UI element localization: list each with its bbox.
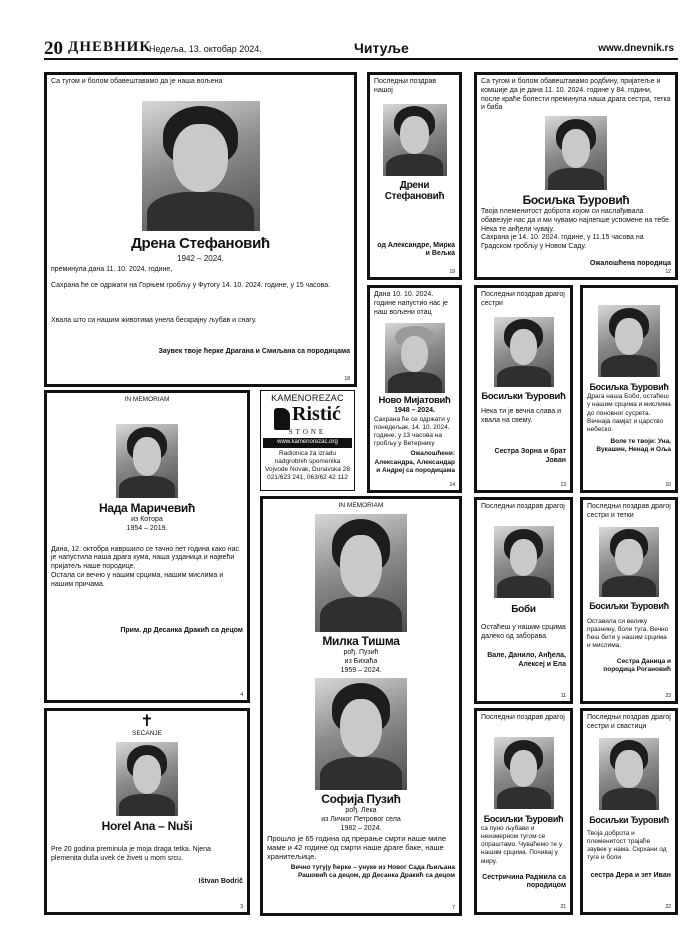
kamenorezac-advertisement [260,390,355,491]
obituary-text: Прошло је 65 година од прерање смрти наше миле маме и 42 године од смрти наше драге баке, наше хранитељице. [267,833,447,862]
obituary-signature: Сестра Зорна и брат Јован [494,447,566,464]
farewell-bosiljka-rogan [580,497,678,704]
page-header [44,36,678,60]
obituary-intro: Последњи поздрав драгој [481,503,565,510]
ad-brand: Ristić [292,403,341,426]
obituary-signature: Заувек твоје ћерке Драгана и Смиљана са породицама [158,347,350,355]
obituary-signature: сестра Дера и зет Иван [590,872,671,880]
portrait-photo [315,514,407,632]
ad-title: KAMENOREZAC [271,393,344,403]
deceased-years: 1954 – 2019. [126,524,168,532]
portrait-photo [385,323,445,393]
maiden-name: рођ. Пузић [343,649,379,657]
deceased-years: 1959 – 2024. [340,666,382,674]
obituary-intro: Последњи поздрав драгој сестри и свастици [587,714,671,730]
ad-address: Vojvode Novak, Dunavska 28 [265,466,350,474]
deceased-name: Босиљки Ђуровић [483,813,564,824]
deceased-name: Дрена Стефановић [131,234,270,252]
farewell-bosiljka-dera [580,708,678,915]
portrait-photo [116,424,178,498]
deceased-origin: из Личког Петровог села [321,816,401,824]
deceased-name: Босиљка Ђуровић [589,382,669,392]
deceased-name: Босиљки Ђуровић [481,390,566,402]
in-memoriam-nada [44,390,250,703]
funeral-info: Сахрана ће се одржати на Горњем гробљу у Футогу 14. 10. 2024. године, у 15 часова. [51,282,331,290]
deceased-name: Ново Мијатовић [378,395,451,407]
notice-number: 22 [665,903,671,910]
obituary-text: Драга наша Бобо, остаћеш у нашим срцима и мислима до поновног сусрета. Вечнаја памјат и царство небеско. [587,393,671,433]
notice-number: 19 [449,268,455,275]
page-number: 20 [44,38,63,59]
notice-number: 7 [452,904,455,911]
funeral-info: Сахрана ће се одржати у понедељак, 14. 10. 2024. године, у 13 часова на гробљу у Ветернику [374,415,450,448]
obituary-intro: Последњи поздрав драгој сестри [481,291,565,307]
obituary-text: Pre 20 godina preminula je moja draga tetka. Njena plemenita duša uvek će živeti u mom srcu. [51,846,211,862]
obituary-bosiljka-main [474,72,678,280]
notice-number: 11 [560,692,566,699]
obituary-signature: Ожалошћена породица [589,259,671,267]
notice-title: IN MEMORIAM [124,396,170,403]
secanje-horel-ana [44,708,250,915]
portrait-photo [315,678,407,790]
notice-number: 21 [560,903,566,910]
obituary-text: Твоја племенитост доброта којом си наслађивала обавезује нас да и ми чувамо најлепше успомене на тебе. Нека те анђели чувају. [481,208,671,233]
deceased-origin: из Котора [131,516,163,524]
obituary-signature: Сестра Даница и породица Рогановић [603,658,671,674]
in-memoriam-milka-sofija [260,496,462,916]
notice-title: SEĆANJE [132,730,162,737]
portrait-photo [494,317,554,387]
maiden-name: рођ. Лека [345,807,377,815]
farewell-bobi [474,497,573,704]
ristic-logo-icon [274,408,290,430]
notice-number: 18 [344,375,350,382]
deceased-name: Дрени Стефановић [384,179,445,202]
notice-number: 4 [240,691,243,698]
portrait-photo [599,738,659,810]
deceased-years: 1948 – 2024. [394,407,435,415]
obituary-signature: Воле те твоји: Уна, Вукашин, Ненад и Оља [596,437,671,453]
notice-number: 12 [665,268,671,275]
portrait-photo [545,116,607,190]
farewell-bosiljka-radmila [474,708,573,915]
ad-phone: 021/623 241, 063/62 42 112 [267,474,348,482]
portrait-photo [494,526,554,598]
farewell-bosiljka-bobo [580,285,678,493]
deceased-name: Босиљка Ђуровић [522,193,630,207]
obituary-text: Хвала што си нашим животима унела бескрајну љубав и снагу. [51,317,257,324]
deceased-name: Боби [511,603,536,615]
funeral-info: Сахрана је 14. 10. 2024. године, у 11.15 часова на Градском гробљу у Новом Саду. [481,234,644,250]
ad-brand-sub: STONE [288,427,327,436]
farewell-bosiljka-sister [474,285,573,493]
obituary-signature: Вечно тугују ћерке – унуке из Новог Сада Љиљана Рашовић са децом, др Десанка Дракић са децом [290,863,455,879]
obituary-drena-farewell [367,72,462,280]
portrait-photo [383,104,447,176]
notice-number: 10 [665,481,671,488]
deceased-name: Милка Тишма [322,634,400,649]
issue-date: Недеља, 13. октобар 2024. [149,44,262,54]
ad-line: nadgrobnih spomenika [274,457,341,465]
obituary-text: Остала си вечно у нашим срцима, нашим мислима и нашим причама. [51,571,224,588]
notice-number: 3 [240,903,243,910]
obituary-intro: Последњи поздрав драгој сестри и тетки [587,503,671,519]
notice-title: IN MEMORIAM [338,502,384,509]
newspaper-logo: ДНЕВНИК [68,39,152,55]
obituary-text: Дана, 12. октобра навршило се тачно пет година како нас је напустила наша драга кума, наша узданица и највећи пријатељ наше породице. [51,545,239,571]
ad-url[interactable]: www.kamenorezac.org [263,438,352,448]
notice-number: 13 [560,481,566,488]
obituary-text: Твоја доброта и племенитост трајаће заувек у нама. Скрхани од туге и боли [587,829,667,862]
deceased-name: Босиљки Ђуровић [589,600,669,611]
obituary-signature: Вале, Данило, Анђела, Алексеј и Ела [487,651,566,668]
deceased-name: Horel Ana – Nuši [101,819,193,834]
obituary-text: са пуно љубави и неизмерном тугом се опраштамо. Чуваћемо те у нашим срцима. Почивај у миру. [481,825,563,865]
obituary-text: Остаћеш у нашим срцима далеко од заборава. [481,624,566,640]
obituary-drena-main [44,72,357,387]
portrait-photo [116,742,178,816]
portrait-photo [598,305,660,377]
obituary-intro: Са тугом и болом обавештавамо родбину, пријатеље и комшије да је дана 11. 10. 2024. године у 84. години, после краће болести преминула наша драга сестра, тетка и баба [481,78,671,112]
portrait-photo [142,101,260,231]
obituary-signature: Ожалошћени: Александра, Александар и Андреј са породицама [374,450,455,474]
site-url[interactable]: www.dnevnik.rs [598,43,674,54]
cross-icon: ✝ [140,713,154,730]
deceased-origin: из Бихаћа [344,657,378,665]
obituary-signature: Ištvan Bodrič [198,877,243,885]
section-title: Читуље [354,40,409,56]
portrait-photo [599,527,659,597]
obituary-text: преминула дана 11. 10. 2024. године, [51,265,173,273]
deceased-name: Софија Пузић [321,792,401,807]
obituary-intro: Последњи поздрав драгој [481,714,565,721]
deceased-name: Нада Маричевић [98,501,195,516]
notice-number: 14 [449,481,455,488]
ad-line: Radionica za izradu [278,449,337,457]
obituary-signature: Сестричина Радмила са породицом [482,873,566,890]
notice-number: 23 [665,692,671,699]
obituary-intro: Последњи поздрав нашој [374,78,437,94]
obituary-intro: Дана 10. 10. 2024. године напустио нас је наш вољени отац [374,291,448,316]
obituary-intro: Са тугом и болом обавештавамо да је наша вољена [51,78,223,85]
deceased-years: 1982 – 2024. [340,824,382,832]
obituary-text: Оставила си велику празнину, боли туга. Вечно ћеш бити у нашим срцима и мислима. [587,617,669,650]
obituary-signature: Прим. др Десанка Дракић са децом [120,627,243,635]
obituary-signature: од Александре, Мирка и Вељка [377,241,455,258]
deceased-years: 1942 – 2024. [177,253,224,263]
deceased-name: Босиљки Ђуровић [589,814,669,825]
obituary-text: Нека ти је вечна слава и хвала на свему. [481,408,561,425]
portrait-photo [494,737,554,809]
obituary-novo [367,285,462,493]
